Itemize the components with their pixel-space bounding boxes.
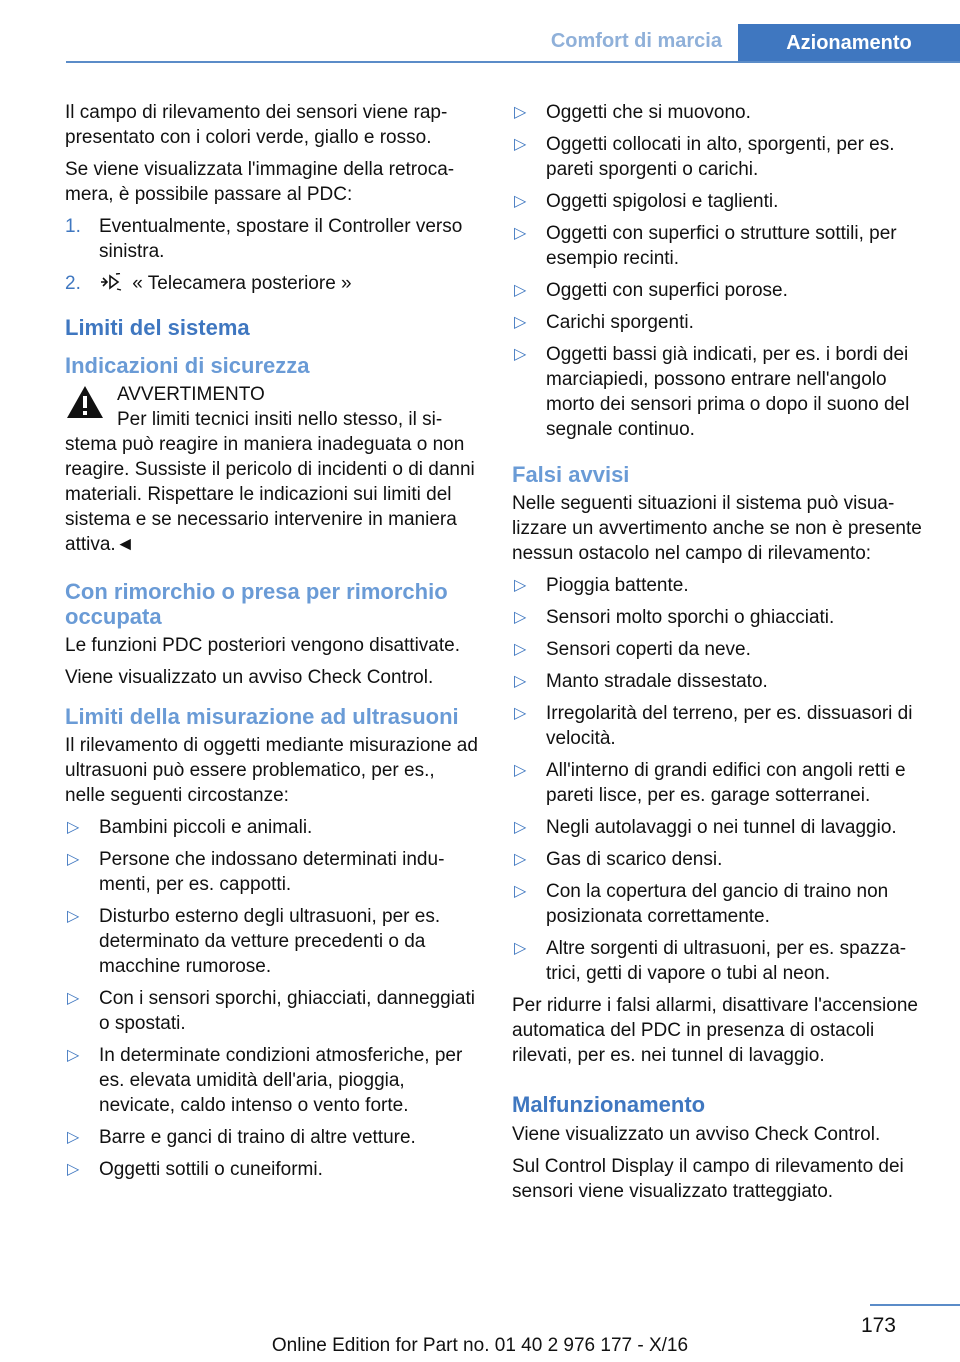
list-item	[512, 605, 930, 630]
bullet-marker: ▷	[514, 193, 527, 210]
item-text: Carichi sporgenti.	[546, 312, 694, 333]
paragraph: Nelle seguenti situazioni il sistema può visualizzare un avvertimento anche se non è presente nessun ostacolo nel campo di rilevamento:	[512, 493, 922, 564]
bullet-marker: ▷	[67, 1047, 80, 1064]
item-text: Oggetti con superfici porose.	[546, 280, 788, 301]
warning-text	[65, 407, 480, 557]
warning-title: AVVERTIMENTO	[117, 384, 265, 405]
item-text: Con la copertura del gancio di traino non posizionata correttamente.	[546, 881, 889, 927]
bullet-marker: ▷	[514, 705, 527, 722]
item-text: Oggetti che si muovono.	[546, 102, 751, 123]
item-text: Bambini piccoli e animali.	[99, 817, 313, 838]
chapter-tab: Azionamento	[738, 24, 960, 62]
list-item	[512, 815, 930, 840]
bullet-marker: ▷	[514, 940, 527, 957]
paragraph: Le funzioni PDC posteriori vengono disattivate.	[65, 635, 461, 656]
paragraph: Sul Control Display il campo di rilevamento dei sensori viene visualizzato tratteggiato.	[512, 1156, 904, 1202]
bullet-marker: ▷	[514, 136, 527, 153]
steps-list	[65, 214, 480, 296]
list-item	[65, 904, 480, 979]
paragraph: Viene visualizzato un avviso Check Control.	[512, 1124, 881, 1145]
paragraph: Il rilevamento di oggetti mediante misurazione ad ultrasuoni può essere problematico, per es., nelle seguenti circostanze:	[65, 735, 478, 806]
bullet-marker: ▷	[514, 819, 527, 836]
list-item	[512, 701, 930, 751]
page-footer	[0, 1300, 960, 1360]
item-text: Pioggia battente.	[546, 575, 689, 596]
item-text: In determinate condizioni atmosferiche, per es. elevata umidità dell'aria, pioggia, nevicate, caldo intenso o vento forte.	[99, 1045, 463, 1116]
list-item	[512, 879, 930, 929]
list-item	[65, 847, 480, 897]
list-item	[512, 189, 930, 214]
end-marker: ◄	[115, 534, 135, 555]
bullet-marker: ▷	[514, 762, 527, 779]
bullet-marker: ▷	[514, 282, 527, 299]
paragraph: Per ridurre i falsi allarmi, disattivare l'accensione automatica del PDC in presenza di ostacoli rilevati, per es. nei tunnel di lavaggio.	[512, 995, 918, 1066]
list-item	[65, 1125, 480, 1150]
step-text: Eventualmente, spostare il Controller verso sinistra.	[99, 216, 463, 262]
bullet-marker: ▷	[514, 641, 527, 658]
bullet-marker: ▷	[514, 346, 527, 363]
item-text: Oggetti con superfici o strutture sottili, per esempio recinti.	[546, 223, 897, 269]
heading-rimorchio: Con rimorchio o presa per rimorchio occupata	[65, 579, 448, 629]
list-item	[65, 1157, 480, 1182]
list-item	[65, 815, 480, 840]
footer-rule	[870, 1304, 960, 1306]
bullet-marker: ▷	[514, 673, 527, 690]
item-text: Con i sensori sporchi, ghiacciati, danneggiati o spostati.	[99, 988, 475, 1034]
item-text: Oggetti bassi già indicati, per es. i bordi dei marciapiedi, possono entrare nell'angolo morto dei sensori prima o dopo il suono del segnale continuo.	[546, 344, 910, 440]
heading-falsi-avvisi: Falsi avvisi	[512, 462, 630, 487]
list-item	[512, 669, 930, 694]
item-text: Sensori molto sporchi o ghiacciati.	[546, 607, 835, 628]
list-item	[512, 573, 930, 598]
list-item	[65, 1043, 480, 1118]
list-item	[512, 100, 930, 125]
list-item	[512, 310, 930, 335]
bullet-marker: ▷	[67, 908, 80, 925]
right-column	[512, 100, 930, 1211]
bullet-list	[65, 815, 480, 1182]
bullet-marker: ▷	[67, 851, 80, 868]
heading-malfunzionamento: Malfunzionamento	[512, 1092, 706, 1117]
item-text: Disturbo esterno degli ultrasuoni, per es. determinato da vetture precedenti o da macchine rumorose.	[99, 906, 441, 977]
warning-block	[65, 382, 480, 557]
list-item	[65, 271, 480, 296]
bullet-marker: ▷	[514, 577, 527, 594]
bullet-marker: ▷	[67, 990, 80, 1007]
list-item	[512, 221, 930, 271]
warning-body: Per limiti tecnici insiti nello stesso, il sistema può reagire in maniera inadeguata o non reagire. Sussiste il pericolo di incidenti o di danni materiali. Rispettare le indicazioni sui limiti del sistema e se necessario intervenire in maniera attiva.	[65, 409, 475, 555]
step-number: 1.	[65, 216, 81, 237]
heading-sicurezza: Indicazioni di sicurezza	[65, 353, 310, 378]
header-rule	[66, 61, 960, 63]
list-item	[65, 986, 480, 1036]
list-item	[65, 214, 480, 264]
item-text: Barre e ganci di traino di altre vetture.	[99, 1127, 416, 1148]
item-text: Persone che indossano determinati indumenti, per es. cappotti.	[99, 849, 445, 895]
bullet-list	[512, 100, 930, 442]
bullet-marker: ▷	[67, 1161, 80, 1178]
heading-ultrasuoni: Limiti della misurazione ad ultrasuoni	[65, 704, 459, 729]
item-text: Oggetti spigolosi e taglienti.	[546, 191, 779, 212]
list-item	[512, 132, 930, 182]
bullet-marker: ▷	[514, 883, 527, 900]
item-text: Altre sorgenti di ultrasuoni, per es. spazzatrici, getti di vapore o tubi al neon.	[546, 938, 907, 984]
item-text: Oggetti collocati in alto, sporgenti, per es. pareti sporgenti o carichi.	[546, 134, 895, 180]
step-number: 2.	[65, 273, 81, 294]
list-item	[512, 637, 930, 662]
bullet-marker: ▷	[514, 314, 527, 331]
section-title: Comfort di marcia	[550, 30, 722, 52]
list-item	[512, 278, 930, 303]
list-item	[512, 342, 930, 442]
list-item	[512, 847, 930, 872]
bullet-marker: ▷	[514, 104, 527, 121]
item-text: Gas di scarico densi.	[546, 849, 723, 870]
bullet-marker: ▷	[67, 1129, 80, 1146]
item-text: Manto stradale dissestato.	[546, 671, 768, 692]
bullet-marker: ▷	[67, 819, 80, 836]
edition-note: Online Edition for Part no. 01 40 2 976 177 - X/16	[271, 1335, 689, 1356]
paragraph: Viene visualizzato un avviso Check Control.	[65, 667, 434, 688]
bullet-marker: ▷	[514, 851, 527, 868]
camera-icon	[99, 273, 123, 291]
item-text: Irregolarità del terreno, per es. dissuasori di velocità.	[546, 703, 913, 749]
page-header	[0, 24, 960, 62]
bullet-marker: ▷	[514, 225, 527, 242]
item-text: Negli autolavaggi o nei tunnel di lavaggio.	[546, 817, 897, 838]
bullet-marker: ▷	[514, 609, 527, 626]
item-text: Oggetti sottili o cuneiformi.	[99, 1159, 323, 1180]
page-number: 173	[860, 1314, 896, 1337]
paragraph: Se viene visualizzata l'immagine della retrocamera, è possibile passare al PDC:	[65, 159, 455, 205]
item-text: Sensori coperti da neve.	[546, 639, 751, 660]
step-text: « Telecamera posteriore »	[132, 273, 352, 294]
paragraph: Il campo di rilevamento dei sensori viene rappresentato con i colori verde, giallo e rosso.	[65, 102, 448, 148]
warning-icon	[65, 384, 105, 420]
list-item	[512, 936, 930, 986]
left-column	[65, 100, 480, 1189]
item-text: All'interno di grandi edifici con angoli retti e pareti lisce, per es. garage sotterranei.	[546, 760, 906, 806]
heading-limiti: Limiti del sistema	[65, 315, 250, 340]
bullet-list	[512, 573, 930, 986]
list-item	[512, 758, 930, 808]
